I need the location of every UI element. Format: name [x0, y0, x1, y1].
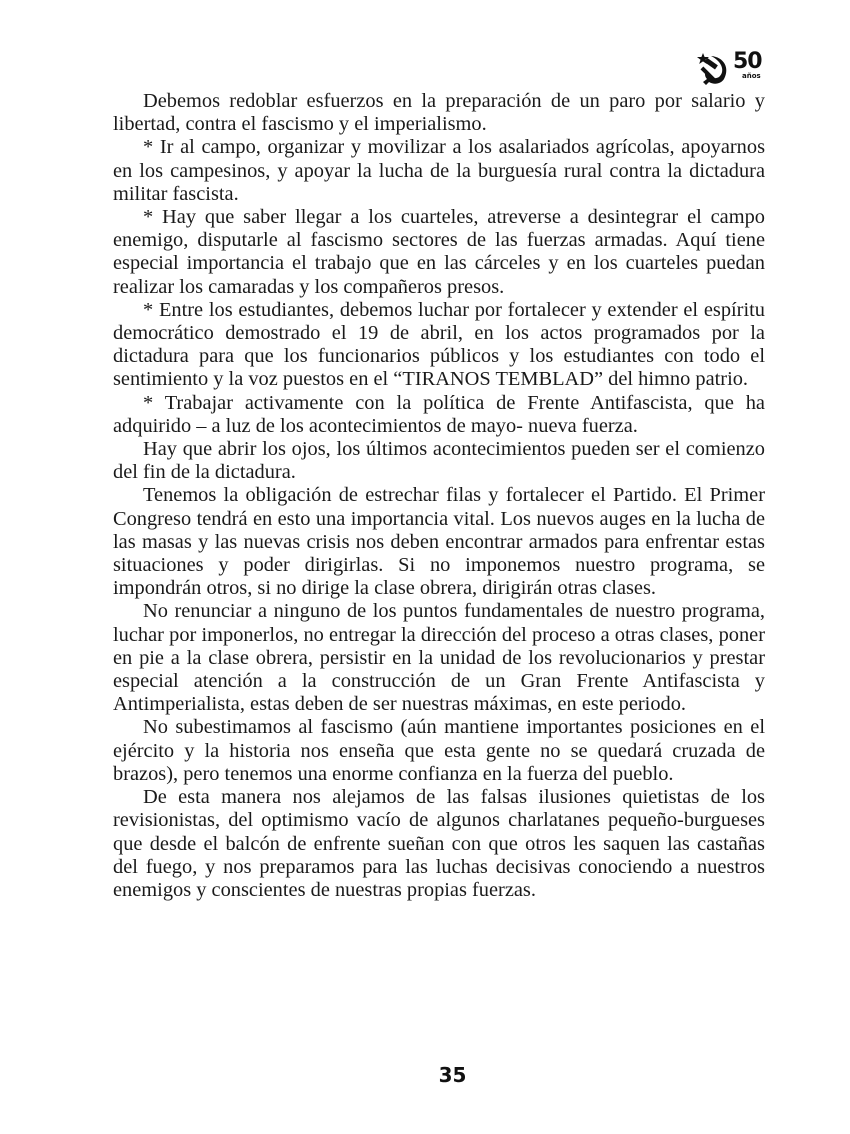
- paragraph: * Ir al campo, organizar y movilizar a los asalariados agrícolas, apoyarnos en los campesinos, y apoyar la lucha de la burguesía rural contra la dictadura militar fascista.: [113, 136, 765, 205]
- logo-subtext: años: [742, 72, 761, 80]
- paragraph: No renunciar a ninguno de los puntos fundamentales de nuestro programa, luchar por imponerlos, no entregar la dirección del proceso a otras clases, poner en pie a la clase obrera, persistir en la unidad de los revolucionarios y prestar especial atención a la construcción de un Gran Frente Antifascista y Antimperialista, estas deben de ser nuestras máximas, en este periodo.: [113, 600, 765, 716]
- paragraph: * Trabajar activamente con la política de Frente Antifascista, que ha adquirido – a luz de los acontecimientos de mayo- nueva fuerza.: [113, 391, 765, 437]
- paragraph: No subestimamos al fascismo (aún mantiene importantes posiciones en el ejército y la historia nos enseña que esta gente no se quedará cruzada de brazos), pero tenemos una enorme confianza en la fuerza del pueblo.: [113, 716, 765, 785]
- paragraph: Hay que abrir los ojos, los últimos acontecimientos pueden ser el comienzo del fin de la dictadura.: [113, 438, 765, 484]
- page-body: [113, 90, 765, 902]
- paragraph: De esta manera nos alejamos de las falsas ilusiones quietistas de los revisionistas, del optimismo vacío de algunos charlatanes pequeño-burgueses que desde el balcón de enfrente sueñan con que otros les saquen las castañas del fuego, y nos preparamos para las luchas decisivas conociendo a nuestros enemigos y conscientes de nuestras propias fuerzas.: [113, 786, 765, 901]
- anniversary-logo: [697, 49, 769, 86]
- paragraph: * Entre los estudiantes, debemos luchar por fortalecer y extender el espíritu democrático demostrado el 19 de abril, en los actos programados por la dictadura para que los funcionarios públicos y los estudiantes con todo el sentimiento y la voz puestos en el “TIRANOS TEMBLAD” del himno patrio.: [113, 298, 765, 391]
- paragraph: * Hay que saber llegar a los cuarteles, atreverse a desintegrar el campo enemigo, disputarle al fascismo sectores de las fuerzas armadas. Aquí tiene especial importancia el trabajo que en las cárceles y en los cuarteles puedan realizar los camaradas y los compañeros presos.: [113, 206, 765, 298]
- page-number: 35: [438, 1063, 467, 1087]
- paragraph: Debemos redoblar esfuerzos en la preparación de un paro por salario y libertad, contra el fascismo y el imperialismo.: [113, 90, 765, 136]
- paragraph: Tenemos la obligación de estrechar filas y fortalecer el Partido. El Primer Congreso tendrá en esto una importancia vital. Los nuevos auges en la lucha de las masas y las nuevas crisis nos deben encontrar armados para enfrentar estas situaciones y poder dirigirlas. Si no imponemos nuestro programa, se impondrán otros, si no dirige la clase obrera, dirigirán otras clases.: [113, 484, 765, 600]
- logo-number: 50: [733, 49, 762, 74]
- hammer-sickle-star-icon: [697, 52, 733, 86]
